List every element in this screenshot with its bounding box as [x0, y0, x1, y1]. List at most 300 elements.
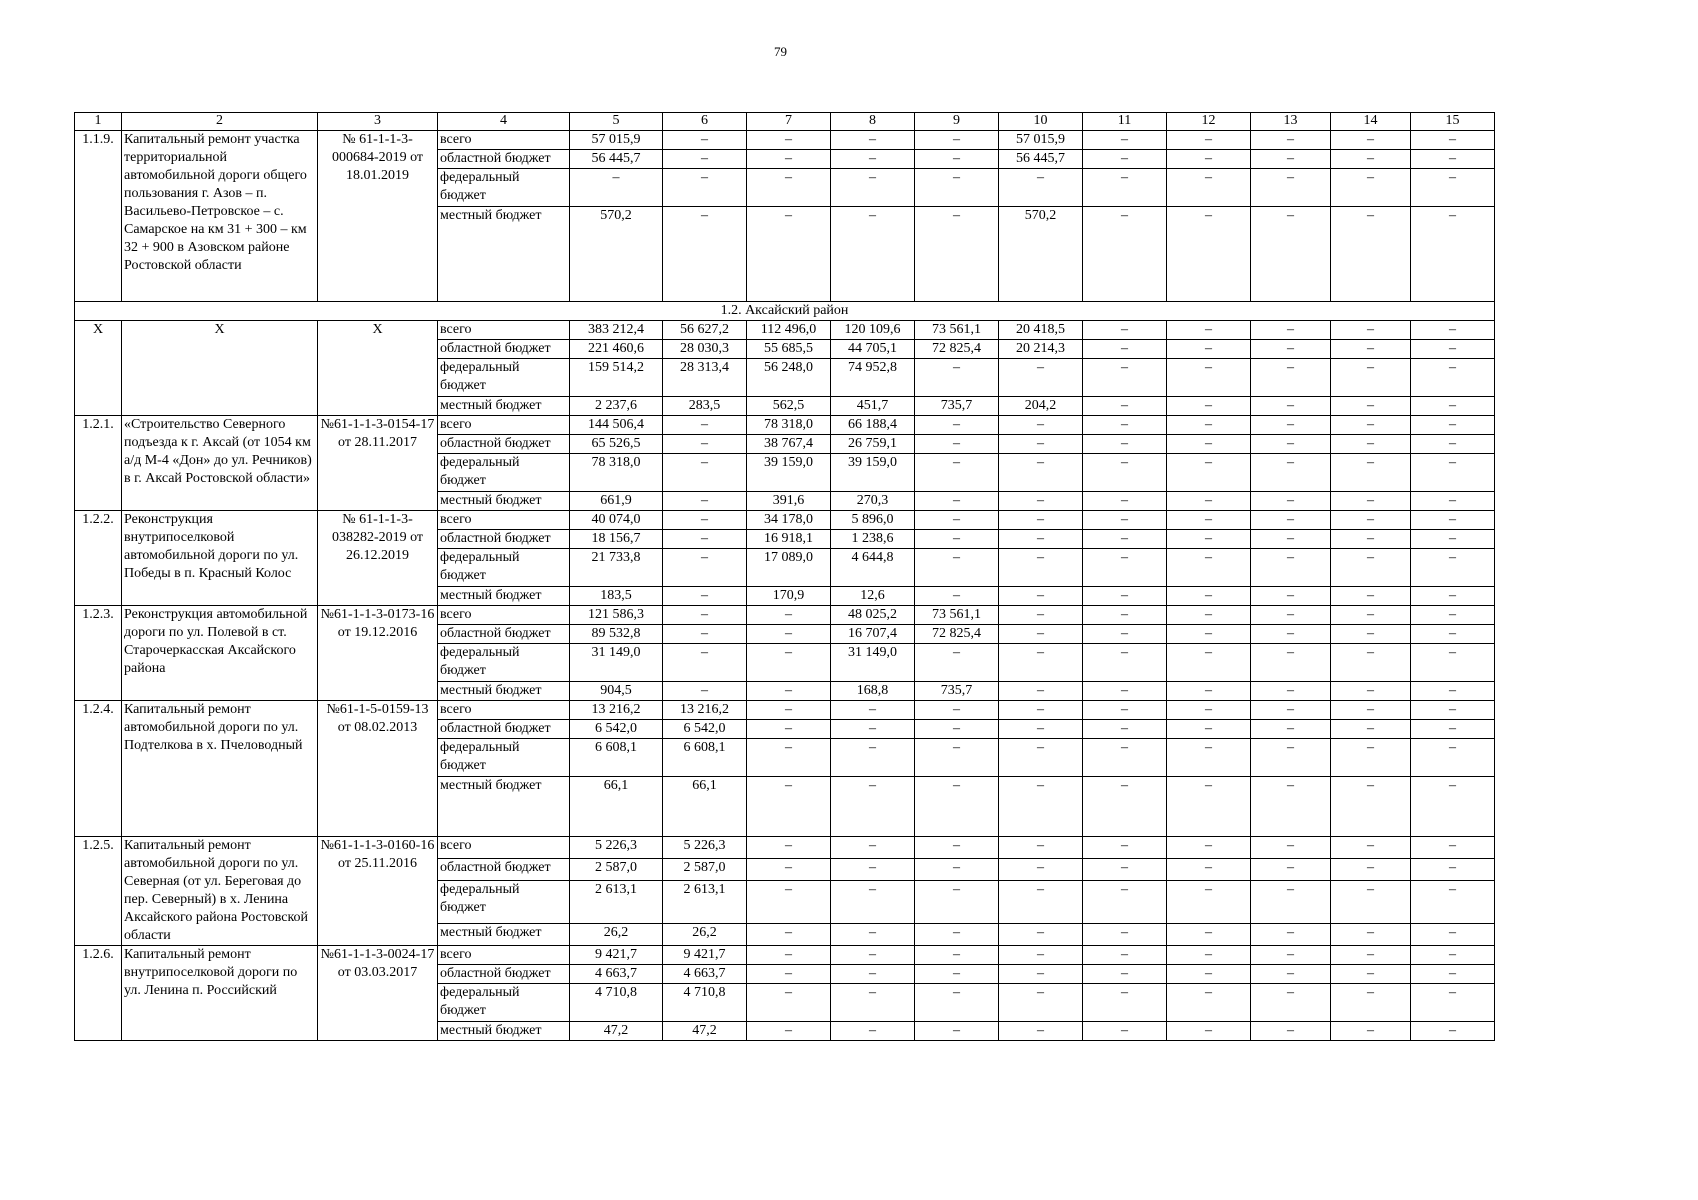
- section-row: [75, 302, 1495, 321]
- amount-cell: –: [663, 131, 747, 150]
- amount-cell: –: [915, 739, 999, 777]
- amount-cell: –: [999, 625, 1083, 644]
- amount-cell: –: [1411, 984, 1495, 1022]
- amount-cell: –: [1167, 207, 1251, 302]
- amount-cell: –: [1167, 131, 1251, 150]
- amount-cell: –: [1331, 965, 1411, 984]
- amount-cell: –: [1167, 837, 1251, 859]
- amount-cell: 72 825,4: [915, 340, 999, 359]
- amount-cell: 112 496,0: [747, 321, 831, 340]
- column-number-header: 1: [75, 113, 122, 131]
- amount-cell: –: [1083, 131, 1167, 150]
- amount-cell: –: [915, 454, 999, 492]
- amount-cell: –: [1251, 454, 1331, 492]
- amount-cell: –: [915, 530, 999, 549]
- amount-cell: –: [1331, 150, 1411, 169]
- expertise-conclusion: №61-1-1-3-0024-17 от 03.03.2017: [318, 946, 438, 1041]
- amount-cell: –: [999, 720, 1083, 739]
- amount-cell: –: [1411, 131, 1495, 150]
- amount-cell: –: [747, 1022, 831, 1041]
- amount-cell: –: [999, 644, 1083, 682]
- amount-cell: –: [831, 837, 915, 859]
- item-name: Реконструкция внутрипоселковой автомобильной дороги по ул. Победы в п. Красный Колос: [122, 511, 318, 606]
- amount-cell: 6 542,0: [570, 720, 663, 739]
- amount-cell: –: [747, 644, 831, 682]
- amount-cell: –: [915, 984, 999, 1022]
- expertise-conclusion: № 61-1-1-3-000684-2019 от 18.01.2019: [318, 131, 438, 302]
- amount-cell: –: [831, 858, 915, 880]
- item-number: 1.2.1.: [75, 416, 122, 511]
- amount-cell: –: [1251, 530, 1331, 549]
- amount-cell: 12,6: [831, 587, 915, 606]
- amount-cell: –: [1167, 530, 1251, 549]
- amount-cell: –: [1411, 150, 1495, 169]
- amount-cell: –: [663, 606, 747, 625]
- amount-cell: –: [1083, 321, 1167, 340]
- funding-source: всего: [438, 837, 570, 859]
- amount-cell: –: [1083, 397, 1167, 416]
- funding-source: всего: [438, 946, 570, 965]
- amount-cell: –: [1331, 492, 1411, 511]
- item-number: 1.2.3.: [75, 606, 122, 701]
- amount-cell: 2 613,1: [570, 880, 663, 924]
- amount-cell: –: [1251, 1022, 1331, 1041]
- amount-cell: –: [1251, 397, 1331, 416]
- amount-cell: –: [915, 924, 999, 946]
- amount-cell: 47,2: [663, 1022, 747, 1041]
- funding-source: областной бюджет: [438, 965, 570, 984]
- item-name: Капитальный ремонт участка территориальной автомобильной дороги общего пользования г. Азов – п. Васильево-Петровское – с. Самарское на км 31 + 300 – км 32 + 900 в Азовском районе Ростовской области: [122, 131, 318, 302]
- amount-cell: –: [1411, 701, 1495, 720]
- amount-cell: –: [663, 150, 747, 169]
- amount-cell: –: [915, 131, 999, 150]
- amount-cell: 47,2: [570, 1022, 663, 1041]
- amount-cell: –: [1251, 549, 1331, 587]
- table-row: [75, 837, 1495, 859]
- funding-source: федеральный бюджет: [438, 644, 570, 682]
- amount-cell: –: [747, 625, 831, 644]
- item-number: 1.2.6.: [75, 946, 122, 1041]
- amount-cell: 6 608,1: [663, 739, 747, 777]
- table-row: [75, 511, 1495, 530]
- funding-source: областной бюджет: [438, 858, 570, 880]
- funding-source: федеральный бюджет: [438, 984, 570, 1022]
- amount-cell: 21 733,8: [570, 549, 663, 587]
- amount-cell: –: [1167, 359, 1251, 397]
- amount-cell: 159 514,2: [570, 359, 663, 397]
- table-row: [75, 131, 1495, 150]
- amount-cell: 144 506,4: [570, 416, 663, 435]
- amount-cell: –: [1251, 858, 1331, 880]
- amount-cell: –: [1331, 359, 1411, 397]
- amount-cell: 6 608,1: [570, 739, 663, 777]
- amount-cell: –: [1331, 682, 1411, 701]
- item-number: 1.2.2.: [75, 511, 122, 606]
- amount-cell: –: [1331, 416, 1411, 435]
- amount-cell: –: [1331, 644, 1411, 682]
- item-name: «Строительство Северного подъезда к г. Аксай (от 1054 км а/д М-4 «Дон» до ул. Речников) в г. Аксай Ростовской области»: [122, 416, 318, 511]
- amount-cell: –: [747, 880, 831, 924]
- amount-cell: –: [1167, 397, 1251, 416]
- amount-cell: 20 418,5: [999, 321, 1083, 340]
- amount-cell: –: [1331, 397, 1411, 416]
- amount-cell: –: [1083, 682, 1167, 701]
- amount-cell: 451,7: [831, 397, 915, 416]
- amount-cell: –: [915, 492, 999, 511]
- amount-cell: –: [1411, 858, 1495, 880]
- amount-cell: –: [1167, 340, 1251, 359]
- amount-cell: 78 318,0: [747, 416, 831, 435]
- amount-cell: 26,2: [570, 924, 663, 946]
- amount-cell: –: [1083, 965, 1167, 984]
- amount-cell: –: [747, 682, 831, 701]
- amount-cell: –: [1331, 1022, 1411, 1041]
- funding-source: местный бюджет: [438, 587, 570, 606]
- amount-cell: 6 542,0: [663, 720, 747, 739]
- amount-cell: –: [915, 858, 999, 880]
- amount-cell: –: [1251, 169, 1331, 207]
- amount-cell: –: [1331, 549, 1411, 587]
- item-name: Капитальный ремонт автомобильной дороги по ул. Подтелкова в х. Пчеловодный: [122, 701, 318, 837]
- amount-cell: –: [1251, 359, 1331, 397]
- amount-cell: –: [915, 207, 999, 302]
- amount-cell: –: [999, 587, 1083, 606]
- amount-cell: –: [915, 880, 999, 924]
- amount-cell: –: [1167, 606, 1251, 625]
- amount-cell: 56 445,7: [999, 150, 1083, 169]
- amount-cell: 16 707,4: [831, 625, 915, 644]
- amount-cell: 5 226,3: [570, 837, 663, 859]
- table-body: [75, 113, 1495, 1041]
- column-number-header: 5: [570, 113, 663, 131]
- amount-cell: –: [999, 549, 1083, 587]
- item-number: 1.2.5.: [75, 837, 122, 946]
- amount-cell: –: [1411, 359, 1495, 397]
- amount-cell: 73 561,1: [915, 606, 999, 625]
- amount-cell: –: [1083, 1022, 1167, 1041]
- column-number-header: 15: [1411, 113, 1495, 131]
- amount-cell: –: [1251, 416, 1331, 435]
- amount-cell: –: [1411, 965, 1495, 984]
- budget-table: [74, 112, 1495, 1041]
- amount-cell: 13 216,2: [663, 701, 747, 720]
- amount-cell: –: [1411, 777, 1495, 837]
- amount-cell: –: [1411, 880, 1495, 924]
- amount-cell: –: [915, 435, 999, 454]
- amount-cell: –: [1083, 946, 1167, 965]
- amount-cell: –: [999, 435, 1083, 454]
- amount-cell: –: [1331, 340, 1411, 359]
- amount-cell: –: [915, 720, 999, 739]
- amount-cell: –: [1083, 739, 1167, 777]
- item-name: Капитальный ремонт внутрипоселковой дороги по ул. Ленина п. Российский: [122, 946, 318, 1041]
- amount-cell: –: [999, 1022, 1083, 1041]
- amount-cell: –: [831, 739, 915, 777]
- column-number-header: 4: [438, 113, 570, 131]
- amount-cell: –: [1167, 511, 1251, 530]
- column-number-header: 13: [1251, 113, 1331, 131]
- funding-source: федеральный бюджет: [438, 880, 570, 924]
- funding-source: областной бюджет: [438, 625, 570, 644]
- amount-cell: –: [1251, 492, 1331, 511]
- amount-cell: 9 421,7: [570, 946, 663, 965]
- amount-cell: 73 561,1: [915, 321, 999, 340]
- column-number-header: 12: [1167, 113, 1251, 131]
- amount-cell: –: [1083, 492, 1167, 511]
- amount-cell: 28 313,4: [663, 359, 747, 397]
- funding-source: областной бюджет: [438, 435, 570, 454]
- amount-cell: 283,5: [663, 397, 747, 416]
- amount-cell: 570,2: [570, 207, 663, 302]
- amount-cell: –: [1411, 549, 1495, 587]
- amount-cell: –: [1083, 837, 1167, 859]
- amount-cell: –: [1251, 587, 1331, 606]
- amount-cell: –: [1167, 720, 1251, 739]
- amount-cell: –: [831, 965, 915, 984]
- amount-cell: 4 710,8: [663, 984, 747, 1022]
- amount-cell: –: [1083, 880, 1167, 924]
- amount-cell: –: [1167, 682, 1251, 701]
- amount-cell: –: [831, 131, 915, 150]
- amount-cell: 40 074,0: [570, 511, 663, 530]
- amount-cell: –: [915, 150, 999, 169]
- amount-cell: –: [1167, 587, 1251, 606]
- amount-cell: 2 587,0: [570, 858, 663, 880]
- amount-cell: –: [1331, 837, 1411, 859]
- amount-cell: –: [1083, 454, 1167, 492]
- item-number: Х: [75, 321, 122, 416]
- funding-source: всего: [438, 701, 570, 720]
- amount-cell: –: [1411, 492, 1495, 511]
- amount-cell: 2 587,0: [663, 858, 747, 880]
- amount-cell: –: [1331, 606, 1411, 625]
- item-number: 1.2.4.: [75, 701, 122, 837]
- expertise-conclusion: Х: [318, 321, 438, 416]
- amount-cell: –: [831, 946, 915, 965]
- amount-cell: –: [747, 965, 831, 984]
- amount-cell: –: [1251, 321, 1331, 340]
- amount-cell: –: [1331, 984, 1411, 1022]
- amount-cell: –: [999, 965, 1083, 984]
- amount-cell: –: [1251, 511, 1331, 530]
- amount-cell: 44 705,1: [831, 340, 915, 359]
- amount-cell: –: [1083, 587, 1167, 606]
- amount-cell: –: [915, 549, 999, 587]
- amount-cell: 57 015,9: [999, 131, 1083, 150]
- amount-cell: –: [1083, 777, 1167, 837]
- amount-cell: –: [999, 169, 1083, 207]
- amount-cell: 120 109,6: [831, 321, 915, 340]
- funding-source: областной бюджет: [438, 340, 570, 359]
- amount-cell: 221 460,6: [570, 340, 663, 359]
- amount-cell: 55 685,5: [747, 340, 831, 359]
- amount-cell: –: [1167, 549, 1251, 587]
- amount-cell: –: [1331, 720, 1411, 739]
- amount-cell: –: [747, 924, 831, 946]
- funding-source: федеральный бюджет: [438, 454, 570, 492]
- amount-cell: –: [663, 169, 747, 207]
- funding-source: областной бюджет: [438, 150, 570, 169]
- item-name: Х: [122, 321, 318, 416]
- header-row: [75, 113, 1495, 131]
- amount-cell: –: [999, 858, 1083, 880]
- amount-cell: –: [1251, 965, 1331, 984]
- amount-cell: –: [747, 946, 831, 965]
- item-name: Реконструкция автомобильной дороги по ул. Полевой в ст. Старочеркасская Аксайского района: [122, 606, 318, 701]
- amount-cell: –: [831, 924, 915, 946]
- item-name: Капитальный ремонт автомобильной дороги по ул. Северная (от ул. Береговая до пер. Северный) в х. Ленина Аксайского района Ростовской области: [122, 837, 318, 946]
- amount-cell: –: [915, 701, 999, 720]
- amount-cell: –: [1167, 454, 1251, 492]
- amount-cell: –: [831, 150, 915, 169]
- amount-cell: –: [1083, 984, 1167, 1022]
- funding-source: всего: [438, 511, 570, 530]
- amount-cell: –: [1167, 321, 1251, 340]
- amount-cell: –: [1411, 511, 1495, 530]
- amount-cell: –: [999, 454, 1083, 492]
- amount-cell: –: [1083, 416, 1167, 435]
- amount-cell: –: [747, 720, 831, 739]
- amount-cell: –: [1083, 644, 1167, 682]
- amount-cell: –: [1167, 946, 1251, 965]
- amount-cell: 121 586,3: [570, 606, 663, 625]
- amount-cell: 57 015,9: [570, 131, 663, 150]
- amount-cell: 78 318,0: [570, 454, 663, 492]
- amount-cell: –: [999, 701, 1083, 720]
- amount-cell: –: [1331, 858, 1411, 880]
- amount-cell: –: [1167, 777, 1251, 837]
- amount-cell: –: [999, 946, 1083, 965]
- amount-cell: –: [747, 169, 831, 207]
- amount-cell: 28 030,3: [663, 340, 747, 359]
- table-row: [75, 701, 1495, 720]
- amount-cell: 20 214,3: [999, 340, 1083, 359]
- table-row: [75, 946, 1495, 965]
- amount-cell: 31 149,0: [570, 644, 663, 682]
- funding-source: местный бюджет: [438, 207, 570, 302]
- amount-cell: –: [1331, 207, 1411, 302]
- amount-cell: 34 178,0: [747, 511, 831, 530]
- column-number-header: 10: [999, 113, 1083, 131]
- table-row: [75, 321, 1495, 340]
- amount-cell: –: [1411, 682, 1495, 701]
- funding-source: местный бюджет: [438, 924, 570, 946]
- amount-cell: –: [747, 606, 831, 625]
- amount-cell: –: [663, 587, 747, 606]
- amount-cell: –: [1083, 359, 1167, 397]
- amount-cell: –: [831, 984, 915, 1022]
- amount-cell: 2 613,1: [663, 880, 747, 924]
- amount-cell: –: [1251, 340, 1331, 359]
- amount-cell: 66,1: [570, 777, 663, 837]
- amount-cell: –: [1083, 511, 1167, 530]
- funding-source: всего: [438, 606, 570, 625]
- amount-cell: –: [747, 739, 831, 777]
- amount-cell: –: [1167, 169, 1251, 207]
- amount-cell: 74 952,8: [831, 359, 915, 397]
- amount-cell: –: [1331, 131, 1411, 150]
- funding-source: федеральный бюджет: [438, 739, 570, 777]
- column-number-header: 7: [747, 113, 831, 131]
- amount-cell: –: [1411, 587, 1495, 606]
- amount-cell: –: [1411, 416, 1495, 435]
- amount-cell: –: [1331, 701, 1411, 720]
- amount-cell: –: [1411, 321, 1495, 340]
- amount-cell: 170,9: [747, 587, 831, 606]
- table-row: [75, 606, 1495, 625]
- amount-cell: –: [1083, 720, 1167, 739]
- amount-cell: –: [663, 435, 747, 454]
- funding-source: федеральный бюджет: [438, 549, 570, 587]
- funding-source: всего: [438, 321, 570, 340]
- amount-cell: –: [915, 511, 999, 530]
- amount-cell: –: [1411, 625, 1495, 644]
- expertise-conclusion: № 61-1-1-3-038282-2019 от 26.12.2019: [318, 511, 438, 606]
- amount-cell: –: [663, 454, 747, 492]
- amount-cell: –: [1167, 150, 1251, 169]
- amount-cell: 5 226,3: [663, 837, 747, 859]
- amount-cell: –: [1251, 682, 1331, 701]
- amount-cell: 570,2: [999, 207, 1083, 302]
- amount-cell: –: [1331, 625, 1411, 644]
- amount-cell: –: [1083, 701, 1167, 720]
- amount-cell: –: [831, 169, 915, 207]
- amount-cell: –: [1411, 340, 1495, 359]
- amount-cell: –: [1167, 416, 1251, 435]
- amount-cell: 18 156,7: [570, 530, 663, 549]
- amount-cell: 383 212,4: [570, 321, 663, 340]
- amount-cell: 904,5: [570, 682, 663, 701]
- amount-cell: –: [915, 359, 999, 397]
- amount-cell: –: [1251, 606, 1331, 625]
- column-number-header: 2: [122, 113, 318, 131]
- amount-cell: –: [1251, 435, 1331, 454]
- amount-cell: 31 149,0: [831, 644, 915, 682]
- amount-cell: –: [1331, 169, 1411, 207]
- amount-cell: –: [1167, 1022, 1251, 1041]
- column-number-header: 8: [831, 113, 915, 131]
- amount-cell: 735,7: [915, 397, 999, 416]
- amount-cell: 39 159,0: [747, 454, 831, 492]
- amount-cell: –: [1251, 207, 1331, 302]
- amount-cell: 89 532,8: [570, 625, 663, 644]
- amount-cell: –: [1411, 169, 1495, 207]
- amount-cell: –: [1411, 606, 1495, 625]
- amount-cell: –: [915, 777, 999, 837]
- amount-cell: –: [663, 530, 747, 549]
- amount-cell: –: [1167, 625, 1251, 644]
- amount-cell: 72 825,4: [915, 625, 999, 644]
- expertise-conclusion: №61-1-1-3-0173-16 от 19.12.2016: [318, 606, 438, 701]
- amount-cell: 391,6: [747, 492, 831, 511]
- funding-source: местный бюджет: [438, 777, 570, 837]
- amount-cell: –: [747, 131, 831, 150]
- amount-cell: –: [999, 837, 1083, 859]
- amount-cell: –: [747, 207, 831, 302]
- amount-cell: 38 767,4: [747, 435, 831, 454]
- amount-cell: 9 421,7: [663, 946, 747, 965]
- amount-cell: –: [1167, 644, 1251, 682]
- amount-cell: 39 159,0: [831, 454, 915, 492]
- amount-cell: –: [1167, 924, 1251, 946]
- amount-cell: –: [1083, 169, 1167, 207]
- amount-cell: –: [831, 701, 915, 720]
- amount-cell: –: [999, 606, 1083, 625]
- amount-cell: 13 216,2: [570, 701, 663, 720]
- amount-cell: –: [747, 858, 831, 880]
- amount-cell: –: [1411, 1022, 1495, 1041]
- amount-cell: –: [831, 880, 915, 924]
